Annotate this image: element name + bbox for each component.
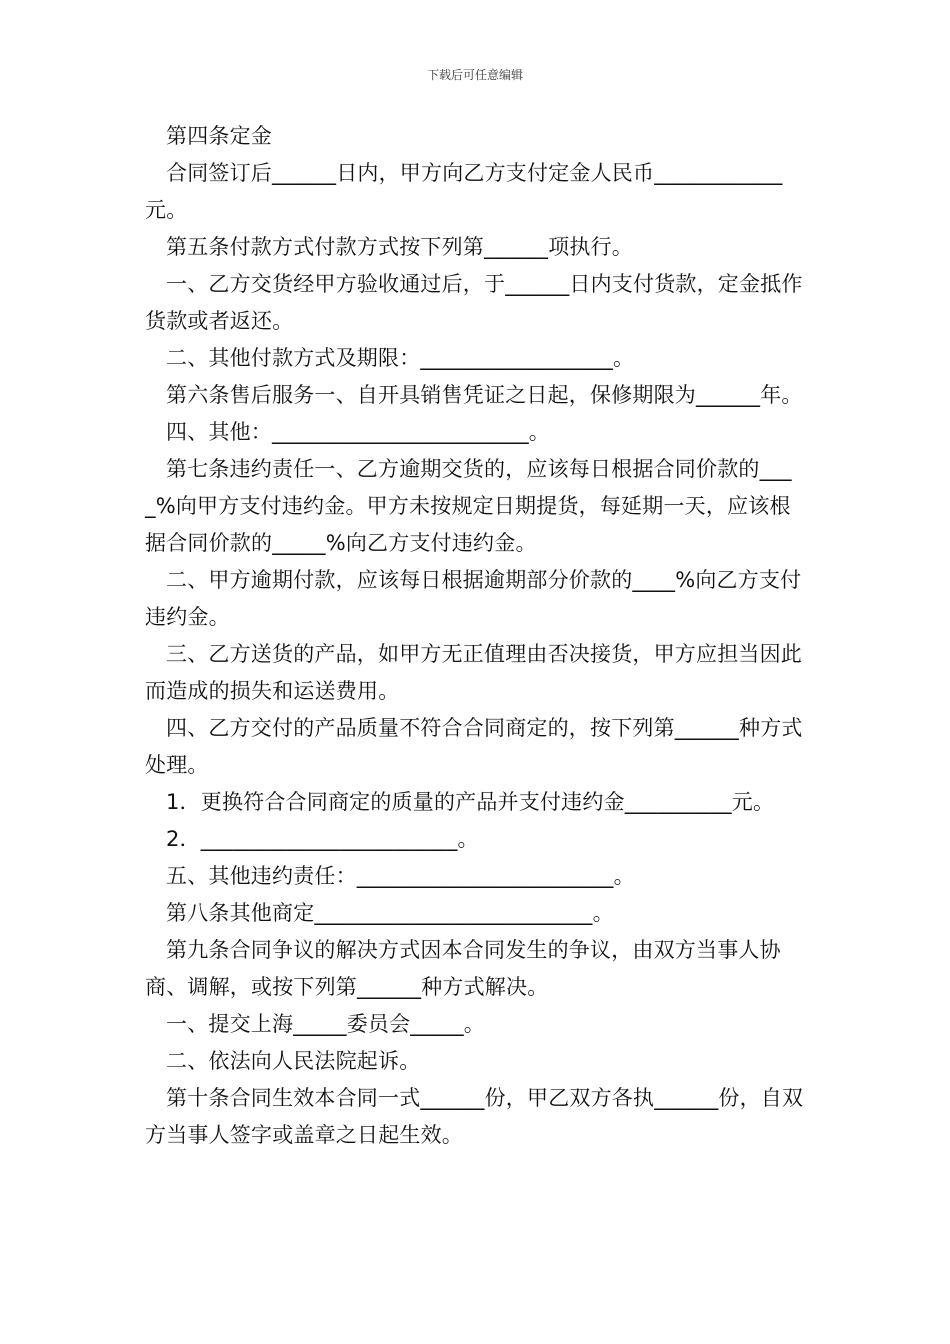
paragraph-article-10: 第十条合同生效本合同一式______份，甲乙双方各执______份，自双方当事人签字或盖章之日起生效。 <box>145 1086 804 1147</box>
paragraph-article-5: 第五条付款方式付款方式按下列第______项执行。 <box>166 235 633 259</box>
paragraph-article-8: 第八条其他商定__________________________。 <box>166 901 614 925</box>
paragraph-deposit: 合同签订后______日内，甲方向乙方支付定金人民币____________元。 <box>145 161 783 222</box>
paragraph-article-7: 第七条违约责任一、乙方逾期交货的，应该每日根据合同价款的____%向甲方支付违约金。甲方未按规定日期提货，每延期一天，应该根据合同价款的_____%向乙方支付违约金。 <box>145 457 792 555</box>
paragraph-payment-2: 二、其他付款方式及期限：__________________。 <box>166 346 635 370</box>
paragraph-breach-4: 四、乙方交付的产品质量不符合合同商定的，按下列第______种方式处理。 <box>145 716 803 777</box>
paragraph-breach-3: 三、乙方送货的产品，如甲方无正值理由否决接货，甲方应担当因此而造成的损失和运送费用。 <box>145 642 802 703</box>
paragraph-option-2: 2．________________________。 <box>166 827 479 851</box>
paragraph-article-6: 第六条售后服务一、自开具销售凭证之日起，保修期限为______年。 <box>166 383 803 407</box>
paragraph-service-other: 四、其他：________________________。 <box>166 420 550 444</box>
paragraph-dispute-2: 二、依法向人民法院起诉。 <box>166 1049 421 1073</box>
paragraph-article-4-title: 第四条定金 <box>166 124 272 148</box>
document-body <box>145 118 807 1154</box>
paragraph-option-1: 1．更换符合合同商定的质量的产品并支付违约金__________元。 <box>166 790 775 814</box>
paragraph-article-9: 第九条合同争议的解决方式因本合同发生的争议，由双方当事人协商、调解，或按下列第______种方式解决。 <box>145 938 781 999</box>
paragraph-breach-5: 五、其他违约责任：________________________。 <box>166 864 635 888</box>
paragraph-dispute-1: 一、提交上海_____委员会_____。 <box>166 1012 485 1036</box>
page-header: 下载后可任意编辑 <box>426 68 523 82</box>
paragraph-payment-1: 一、乙方交货经甲方验收通过后，于______日内支付货款，定金抵作货款或者返还。 <box>145 272 803 333</box>
paragraph-breach-2: 二、甲方逾期付款，应该每日根据逾期部分价款的____%向乙方支付违约金。 <box>145 568 802 629</box>
